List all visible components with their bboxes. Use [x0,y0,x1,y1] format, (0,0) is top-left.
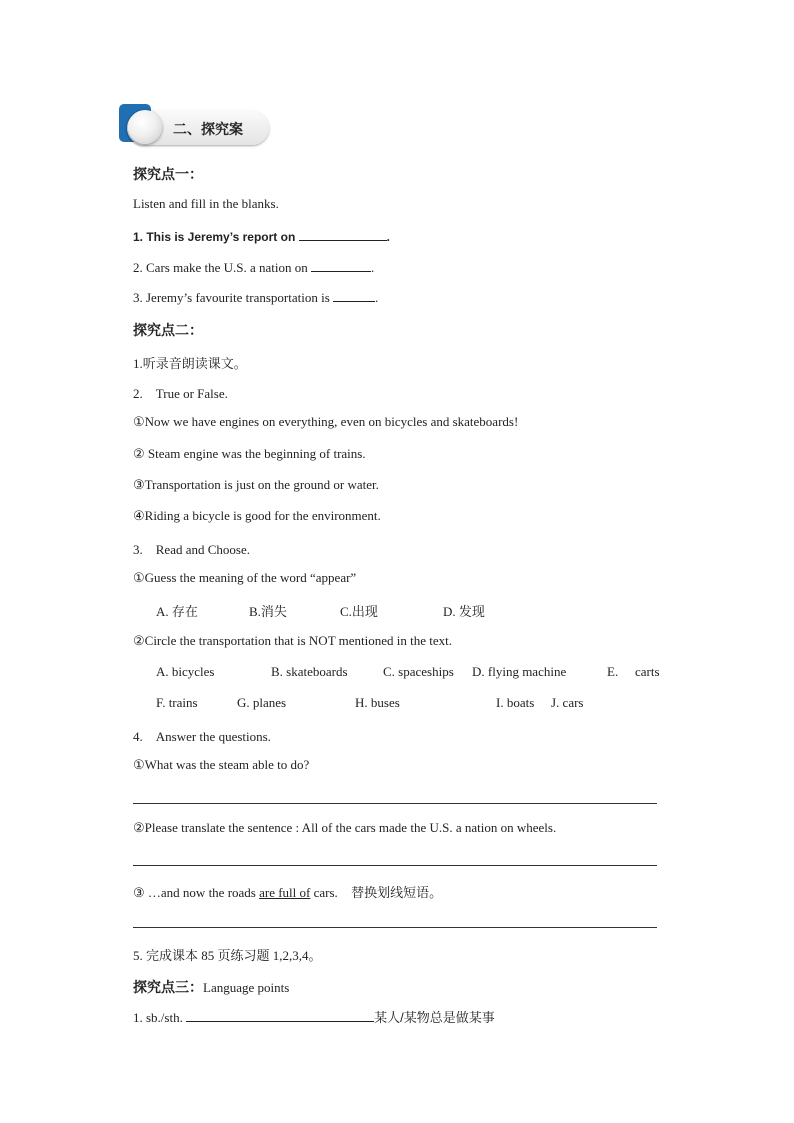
underlined-phrase: are full of [259,885,311,900]
circle-option-i[interactable]: I. boats [496,695,535,710]
point2-task2: 2. True or False. [133,386,228,401]
point3-item1-blank[interactable] [186,1009,374,1022]
point3-item1-suffix: 某人/某物总是做某事 [374,1010,495,1025]
point1-q1 [133,228,390,244]
answer-line[interactable] [133,927,657,928]
point3-heading-row [133,977,289,997]
circle-option-c[interactable]: C. spaceships [383,664,454,679]
question-phrase-suffix: cars. [310,885,338,900]
point1-q2-end: . [371,260,375,275]
question-translate: ②Please translate the sentence : All of the cars made the U.S. a nation on wheels. [133,820,557,835]
banner-circle-icon [128,110,162,144]
circle-option-e-letter[interactable]: E. [607,664,619,679]
circle-option-j[interactable]: J. cars [551,695,584,710]
point2-heading: 探究点二： [133,322,203,338]
circle-option-d[interactable]: D. flying machine [472,664,567,679]
tf-item: ④Riding a bicycle is good for the environment. [133,508,381,523]
point1-q1-text: 1. This is Jeremy’s report on [133,230,296,244]
point1-q2 [133,259,374,276]
guess-option-a[interactable]: A. 存在 [156,604,198,619]
section-title: 二、探究案 [173,121,243,137]
circle-option-e-word[interactable]: carts [635,664,660,679]
section-banner [119,104,271,148]
point1-q3 [133,289,378,306]
point3-item1-prefix: 1. sb./sth. [133,1010,183,1025]
point3-heading-en: Language points [203,980,290,995]
point1-q1-end: . [386,230,390,244]
point1-q3-text: 3. Jeremy’s favourite transportation is [133,290,330,305]
point1-q3-end: . [375,290,379,305]
guess-option-d[interactable]: D. 发现 [443,604,485,619]
circle-question: ②Circle the transportation that is NOT mentioned in the text. [133,633,453,648]
circle-option-f[interactable]: F. trains [156,695,198,710]
answer-line[interactable] [133,865,657,866]
point2-task4: 4. Answer the questions. [133,729,271,744]
circle-option-h[interactable]: H. buses [355,695,400,710]
point1-instruction: Listen and fill in the blanks. [133,196,279,211]
point2-task3: 3. Read and Choose. [133,542,250,557]
circle-option-a[interactable]: A. bicycles [156,664,215,679]
point2-task5: 5. 完成课本 85 页练习题 1,2,3,4。 [133,948,322,963]
tf-item: ③Transportation is just on the ground or water. [133,477,379,492]
circle-option-b[interactable]: B. skateboards [271,664,348,679]
answer-line[interactable] [133,803,657,804]
point1-heading: 探究点一： [133,166,203,182]
point1-q3-blank[interactable] [333,289,375,302]
point1-q2-text: 2. Cars make the U.S. a nation on [133,260,308,275]
question-phrase-prefix: ③ …and now the roads [133,885,256,900]
tf-item: ①Now we have engines on everything, even on bicycles and skateboards! [133,414,519,429]
point3-item1 [133,1007,495,1026]
guess-question: ①Guess the meaning of the word “appear” [133,570,357,585]
point1-q1-blank[interactable] [299,228,387,241]
question-phrase [133,882,442,901]
point3-heading: 探究点三： [133,979,203,995]
guess-option-b[interactable]: B.消失 [249,604,287,619]
point2-task1: 1.听录音朗读课文。 [133,356,247,371]
circle-option-g[interactable]: G. planes [237,695,287,710]
tf-item: ② Steam engine was the beginning of trains. [133,446,366,461]
point1-q2-blank[interactable] [311,259,371,272]
question-steam: ①What was the steam able to do? [133,757,310,772]
question-phrase-cn: 替换划线短语。 [351,885,443,900]
guess-option-c[interactable]: C.出现 [340,604,378,619]
